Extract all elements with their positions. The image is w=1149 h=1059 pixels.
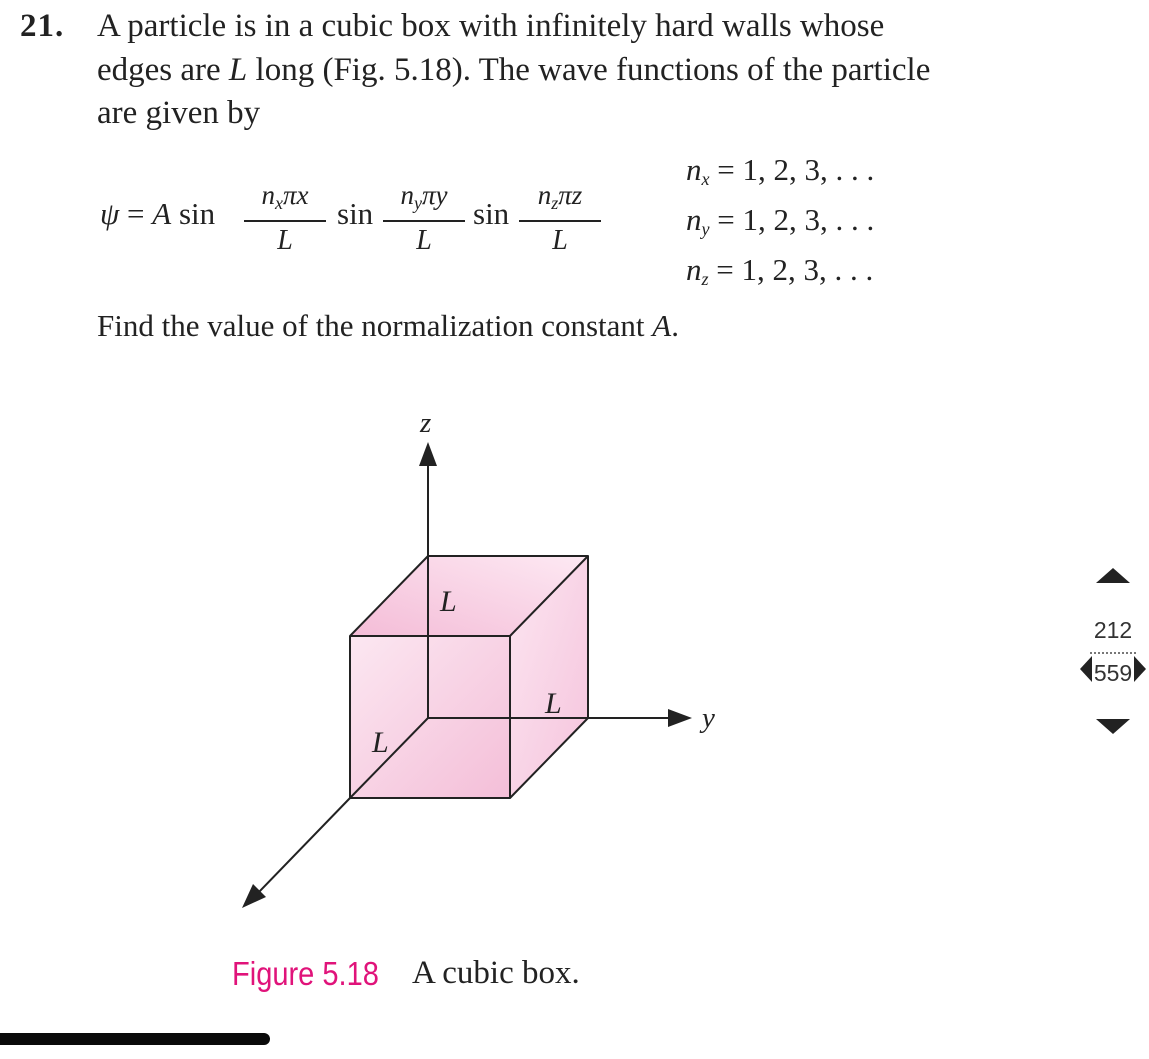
fraction-y-numerator: $n_y\pi y$ <box>400 180 448 213</box>
fraction-z-denominator: L <box>552 224 568 256</box>
constant-A: A <box>152 196 172 231</box>
fraction-y-denominator: L <box>416 224 432 256</box>
question-text: Find the value of the normalization constant A. <box>97 308 679 343</box>
condition-nx: $n_x = 1$, 2, 3, . . . <box>686 152 875 189</box>
sin-2: sin <box>337 196 374 231</box>
y-axis-arrowhead <box>668 709 692 727</box>
edge-label-right: L <box>545 687 562 720</box>
z-axis-label: z <box>420 407 432 439</box>
fraction-x-denominator: L <box>277 224 293 256</box>
problem-text-line-1: A particle is in a cubic box with infinitely hard walls whose <box>97 8 885 44</box>
figure-caption-label: Figure 5.18 <box>232 955 379 992</box>
page-nav-left-icon[interactable] <box>1080 656 1092 682</box>
page-separator <box>1090 652 1136 654</box>
problem-text-line-3: are given by <box>97 95 261 131</box>
reading-progress-bar <box>0 1033 270 1045</box>
problem-number: 21. <box>20 8 65 44</box>
total-page-count: 559 <box>1093 660 1133 686</box>
page-up-icon[interactable] <box>1096 568 1130 583</box>
fraction-x-numerator: $n_x\pi x$ <box>261 180 309 213</box>
problem-text-line-2-pre: edges are <box>97 52 229 88</box>
figure-caption-text: A cubic box. <box>412 955 580 991</box>
page-navigator <box>1088 568 1138 734</box>
equals-sign: = <box>127 196 145 231</box>
z-axis-arrowhead <box>419 442 437 466</box>
problem-var-L: L <box>228 52 248 88</box>
edge-label-top: L <box>440 585 457 618</box>
sin-3: sin <box>473 196 510 231</box>
condition-nz: $n_z = 1$, 2, 3, . . . <box>686 252 874 289</box>
edge-label-left: L <box>372 726 389 759</box>
psi-symbol: ψ <box>100 196 120 231</box>
fraction-z-numerator: $n_z\pi z$ <box>537 180 583 213</box>
x-axis-line <box>258 798 350 893</box>
page-nav-right-icon[interactable] <box>1134 656 1146 682</box>
page-down-icon[interactable] <box>1096 719 1130 734</box>
current-page-number: 212 <box>1093 617 1133 643</box>
sin-1: sin <box>178 196 216 231</box>
problem-text-line-2-post: long (Fig. 5.18). The wave functions of the particle <box>247 52 931 88</box>
condition-ny: $n_y = 1$, 2, 3, . . . <box>686 202 875 239</box>
y-axis-label: y <box>702 702 715 734</box>
